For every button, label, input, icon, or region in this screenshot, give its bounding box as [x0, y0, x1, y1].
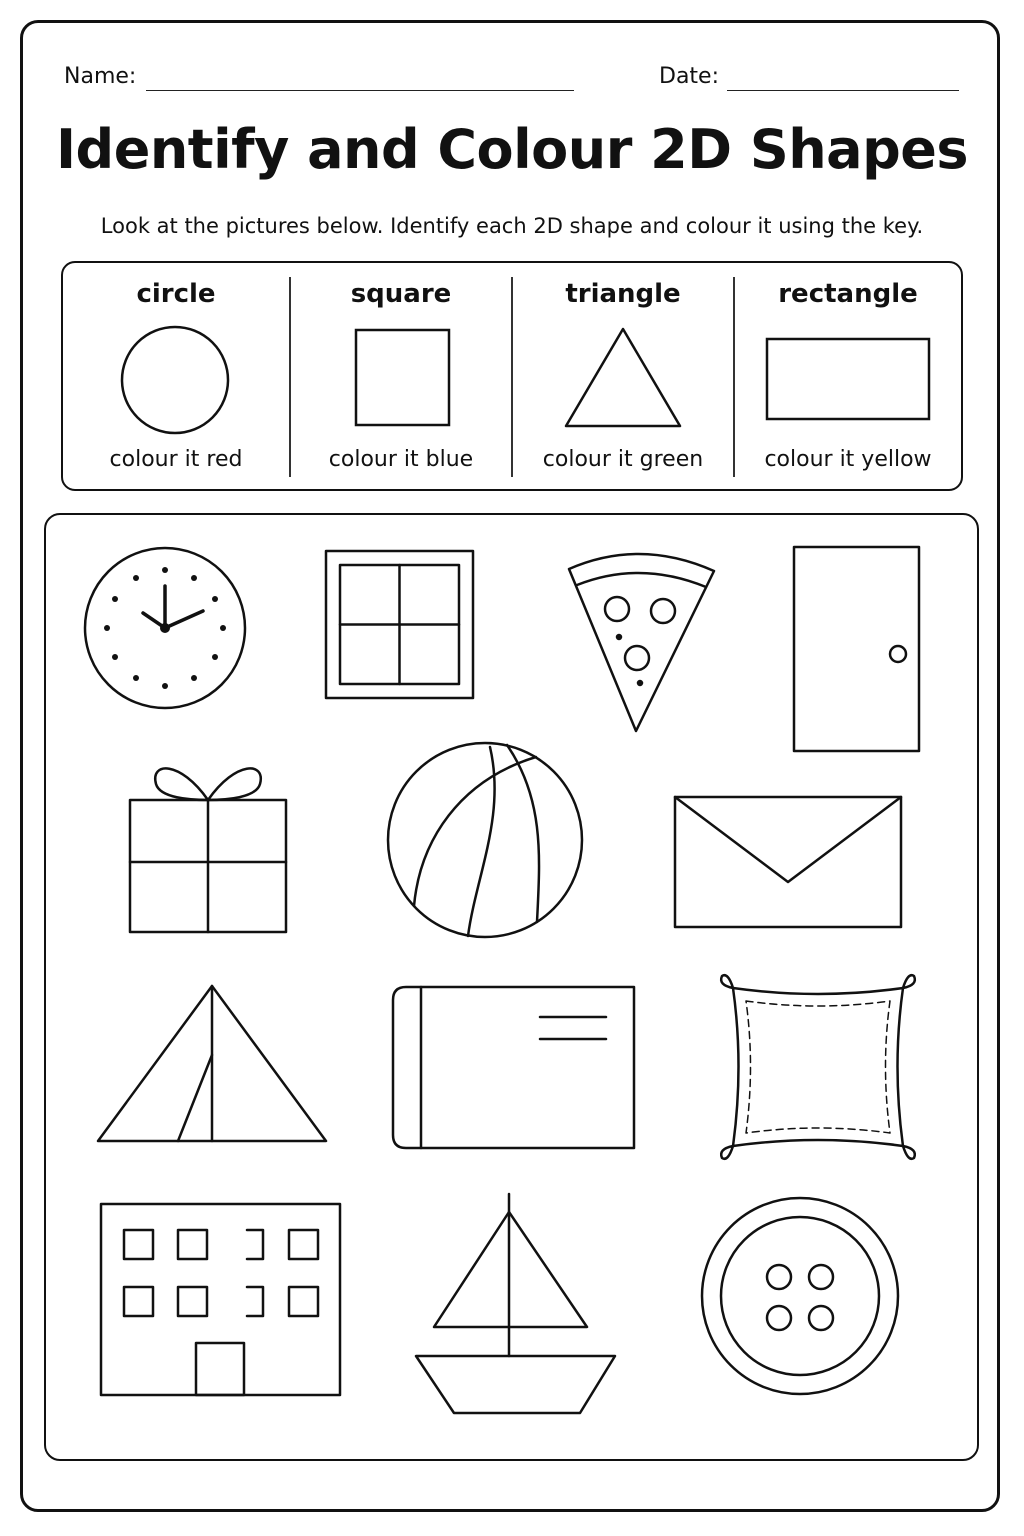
- sailboat-picture[interactable]: [416, 1194, 615, 1413]
- name-label: Name:: [64, 64, 137, 89]
- page-title: Identify and Colour 2D Shapes: [55, 118, 969, 181]
- building-picture[interactable]: [101, 1204, 340, 1395]
- envelope-picture[interactable]: [675, 797, 901, 927]
- window-picture[interactable]: [326, 551, 473, 698]
- beach-ball-picture[interactable]: [388, 743, 582, 937]
- gift-box-picture[interactable]: [130, 768, 286, 932]
- key-shape-name: rectangle: [778, 279, 918, 309]
- book-picture[interactable]: [393, 987, 634, 1148]
- button-picture[interactable]: [702, 1198, 898, 1394]
- key-instruction: colour it green: [542, 447, 704, 472]
- key-shape-name: square: [350, 279, 452, 309]
- key-instruction: colour it blue: [328, 447, 474, 472]
- key-shape-name: triangle: [565, 279, 681, 309]
- key-shape-name: circle: [136, 279, 216, 309]
- key-instruction: colour it red: [109, 447, 243, 472]
- door-picture[interactable]: [794, 547, 919, 751]
- pizza-slice-picture[interactable]: [569, 554, 714, 731]
- clock-picture[interactable]: [85, 548, 245, 708]
- pillow-picture[interactable]: [721, 975, 915, 1159]
- tent-picture[interactable]: [98, 986, 326, 1141]
- instructions: Look at the pictures below. Identify each 2D shape and colour it using the key.: [100, 214, 924, 238]
- date-label: Date:: [659, 64, 719, 89]
- key-instruction: colour it yellow: [764, 447, 932, 472]
